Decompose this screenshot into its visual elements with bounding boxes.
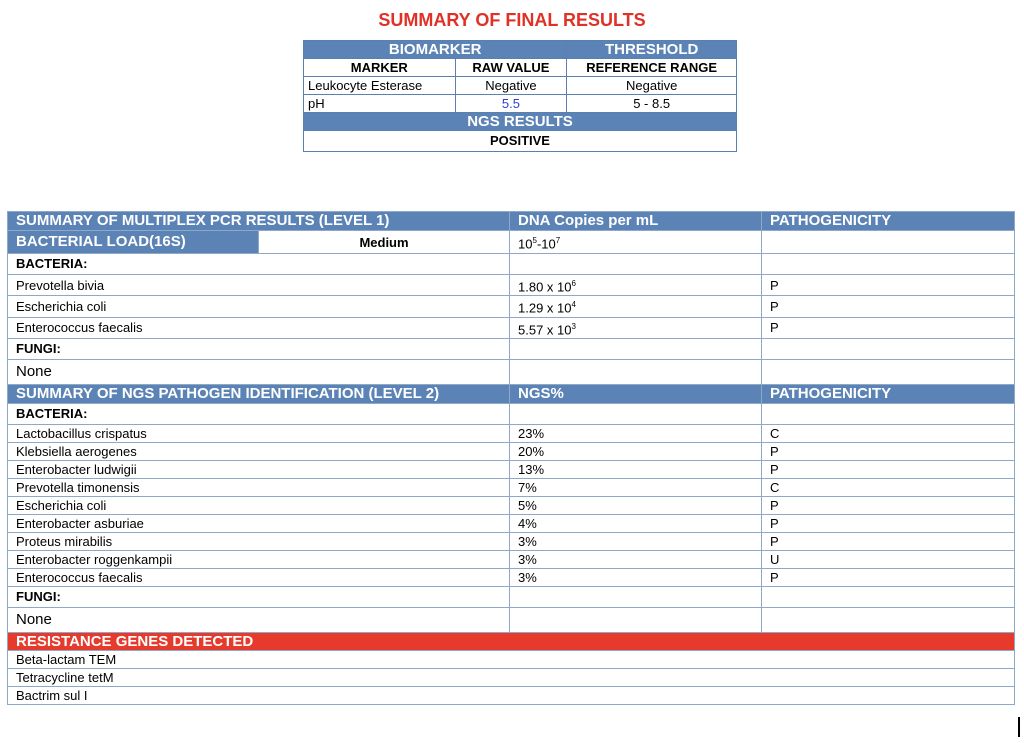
raw-value: Negative bbox=[455, 77, 567, 95]
ngs-percent: 3% bbox=[510, 532, 762, 550]
pathogenicity: P bbox=[762, 317, 1015, 338]
bacteria-name: Proteus mirabilis bbox=[8, 532, 510, 550]
pathogenicity: P bbox=[762, 460, 1015, 478]
pathogenicity: C bbox=[762, 478, 1015, 496]
bacteria-name: Enterobacter asburiae bbox=[8, 514, 510, 532]
pathogenicity: C bbox=[762, 424, 1015, 442]
table-row bbox=[8, 686, 1015, 704]
pathogenicity: P bbox=[762, 296, 1015, 317]
ngs-results-value: POSITIVE bbox=[304, 131, 737, 152]
bacteria-name: Enterobacter ludwigii bbox=[8, 460, 510, 478]
dna-copies-header: DNA Copies per mL bbox=[510, 212, 762, 231]
table-row bbox=[8, 532, 1015, 550]
pcr-fungi-label: FUNGI: bbox=[8, 338, 510, 359]
pathogenicity: P bbox=[762, 442, 1015, 460]
ngs-header: SUMMARY OF NGS PATHOGEN IDENTIFICATION (LEVEL 2) bbox=[8, 384, 510, 403]
bacterial-load-value: Medium bbox=[259, 231, 510, 254]
bacteria-name: Escherichia coli bbox=[8, 296, 510, 317]
threshold-header: THRESHOLD bbox=[567, 41, 737, 59]
bacteria-name: Lactobacillus crispatus bbox=[8, 424, 510, 442]
biomarker-header-row bbox=[304, 41, 737, 59]
reference-range: Negative bbox=[567, 77, 737, 95]
table-row bbox=[8, 296, 1015, 317]
table-row bbox=[8, 478, 1015, 496]
ngs-bacteria-label: BACTERIA: bbox=[8, 403, 510, 424]
reference-range: 5 - 8.5 bbox=[567, 95, 737, 113]
bacteria-name: Enterococcus faecalis bbox=[8, 568, 510, 586]
resistance-header: RESISTANCE GENES DETECTED bbox=[8, 632, 1015, 650]
ngs-percent-header: NGS% bbox=[510, 384, 762, 403]
table-row bbox=[8, 514, 1015, 532]
column-reference-range: REFERENCE RANGE bbox=[567, 59, 737, 77]
ngs-pathogenicity-header: PATHOGENICITY bbox=[762, 384, 1015, 403]
ngs-fungi-label: FUNGI: bbox=[8, 586, 510, 607]
bacteria-name: Klebsiella aerogenes bbox=[8, 442, 510, 460]
bacterial-load-label: BACTERIAL LOAD(16S) bbox=[8, 231, 259, 254]
results-table bbox=[7, 211, 1015, 705]
pcr-fungi-value: None bbox=[8, 359, 510, 384]
table-row bbox=[8, 317, 1015, 338]
table-row bbox=[8, 568, 1015, 586]
resistance-gene: Bactrim sul I bbox=[8, 686, 1015, 704]
page-title: SUMMARY OF FINAL RESULTS bbox=[378, 10, 646, 30]
ngs-percent: 4% bbox=[510, 514, 762, 532]
pathogenicity: P bbox=[762, 514, 1015, 532]
table-row bbox=[8, 460, 1015, 478]
table-row bbox=[8, 496, 1015, 514]
pcr-bacteria-label: BACTERIA: bbox=[8, 254, 510, 275]
marker-name: Leukocyte Esterase bbox=[304, 77, 456, 95]
pathogenicity: P bbox=[762, 532, 1015, 550]
bacteria-name: Enterococcus faecalis bbox=[8, 317, 510, 338]
bacteria-name: Prevotella timonensis bbox=[8, 478, 510, 496]
bacteria-name: Escherichia coli bbox=[8, 496, 510, 514]
biomarker-table bbox=[303, 40, 737, 152]
text-cursor bbox=[1018, 717, 1020, 737]
pcr-header: SUMMARY OF MULTIPLEX PCR RESULTS (LEVEL 1) bbox=[8, 212, 510, 231]
pathogenicity: P bbox=[762, 568, 1015, 586]
bacteria-name: Prevotella bivia bbox=[8, 275, 510, 296]
biomarker-column-row bbox=[304, 59, 737, 77]
ngs-fungi-value: None bbox=[8, 607, 510, 632]
biomarker-header: BIOMARKER bbox=[304, 41, 567, 59]
pathogenicity: P bbox=[762, 275, 1015, 296]
resistance-gene: Beta-lactam TEM bbox=[8, 650, 1015, 668]
raw-value: 5.5 bbox=[455, 95, 567, 113]
table-row bbox=[304, 95, 737, 113]
marker-name: pH bbox=[304, 95, 456, 113]
bacterial-load-range: $10^5-10^7$ bbox=[510, 231, 762, 254]
ngs-percent: 20% bbox=[510, 442, 762, 460]
dna-copies: 5.57 x $10^3$ bbox=[510, 317, 762, 338]
ngs-percent: 5% bbox=[510, 496, 762, 514]
table-row bbox=[8, 275, 1015, 296]
pathogenicity: U bbox=[762, 550, 1015, 568]
ngs-percent: 23% bbox=[510, 424, 762, 442]
dna-copies: 1.29 x $10^4$ bbox=[510, 296, 762, 317]
resistance-gene: Tetracycline tetM bbox=[8, 668, 1015, 686]
pathogenicity: P bbox=[762, 496, 1015, 514]
column-marker: MARKER bbox=[304, 59, 456, 77]
table-row bbox=[8, 668, 1015, 686]
ngs-percent: 3% bbox=[510, 568, 762, 586]
ngs-results-header: NGS RESULTS bbox=[304, 113, 737, 131]
ngs-percent: 7% bbox=[510, 478, 762, 496]
table-row bbox=[8, 442, 1015, 460]
table-row bbox=[304, 77, 737, 95]
pathogenicity-header: PATHOGENICITY bbox=[762, 212, 1015, 231]
table-row bbox=[8, 650, 1015, 668]
table-row bbox=[8, 424, 1015, 442]
ngs-percent: 13% bbox=[510, 460, 762, 478]
bacteria-name: Enterobacter roggenkampii bbox=[8, 550, 510, 568]
table-row bbox=[8, 550, 1015, 568]
ngs-percent: 3% bbox=[510, 550, 762, 568]
dna-copies: 1.80 x $10^6$ bbox=[510, 275, 762, 296]
column-raw-value: RAW VALUE bbox=[455, 59, 567, 77]
